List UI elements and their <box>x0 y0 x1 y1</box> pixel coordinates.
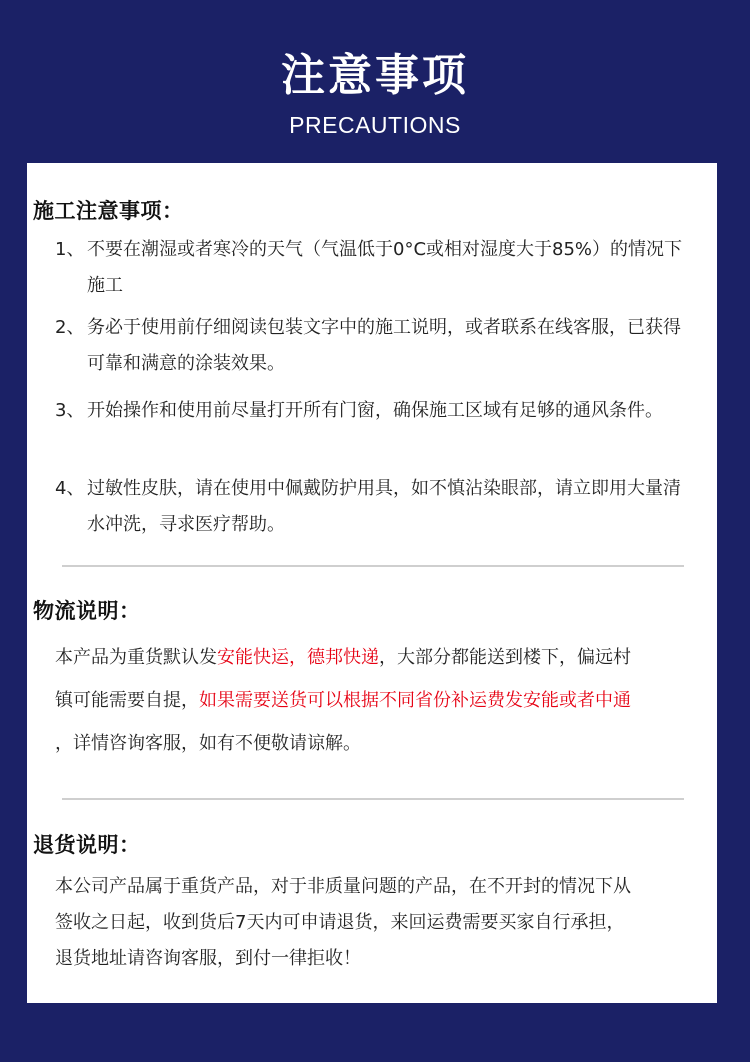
construction-heading: 施工注意事项： <box>33 199 184 223</box>
returns-line: 退货地址请咨询客服，到付一律拒收！ <box>55 948 361 969</box>
item-number: 2、 <box>55 317 85 338</box>
logistics-part-3: 镇可能需要自提， <box>55 690 199 711</box>
logistics-part-4: ，详情咨询客服，如有不便敬请谅解。 <box>55 733 361 754</box>
logistics-highlight-1: 安能快运，德邦快递 <box>217 647 379 668</box>
page-subtitle: PRECAUTIONS <box>289 112 461 138</box>
page-title: 注意事项 <box>281 50 469 101</box>
returns-text <box>55 869 700 977</box>
list-item <box>55 310 695 382</box>
divider <box>62 565 684 567</box>
logistics-text <box>55 636 700 765</box>
logistics-highlight-2: 如果需要送货可以根据不同省份补运费发安能或者中通 <box>199 690 631 711</box>
item-number: 4、 <box>55 478 85 499</box>
logistics-part-2: ，大部分都能送到楼下，偏远村 <box>379 647 631 668</box>
content-panel <box>27 163 717 1003</box>
logistics-part-1: 本产品为重货默认发 <box>55 647 217 668</box>
returns-heading: 退货说明： <box>33 833 141 857</box>
logistics-heading: 物流说明： <box>33 599 141 623</box>
returns-line: 签收之日起，收到货后7天内可申请退货，来回运费需要买家自行承担， <box>55 912 625 933</box>
divider <box>62 798 684 800</box>
item-text: 开始操作和使用前尽量打开所有门窗，确保施工区域有足够的通风条件。 <box>87 400 663 421</box>
item-text: 不要在潮湿或者寒冷的天气（气温低于0°C或相对湿度大于85%）的情况下施工 <box>87 239 683 296</box>
returns-line: 本公司产品属于重货产品，对于非质量问题的产品，在不开封的情况下从 <box>55 876 631 897</box>
logistics-line-3 <box>55 722 700 765</box>
logistics-line-1 <box>55 636 700 679</box>
list-item <box>55 232 695 304</box>
item-number: 3、 <box>55 400 85 421</box>
item-number: 1、 <box>55 239 85 260</box>
page-header <box>0 0 750 163</box>
item-text: 过敏性皮肤，请在使用中佩戴防护用具，如不慎沾染眼部，请立即用大量清水冲洗，寻求医疗帮助。 <box>87 478 681 535</box>
list-item <box>55 471 695 543</box>
list-item <box>55 393 695 429</box>
logistics-line-2 <box>55 679 700 722</box>
item-text: 务必于使用前仔细阅读包装文字中的施工说明，或者联系在线客服，已获得可靠和满意的涂装效果。 <box>87 317 681 374</box>
